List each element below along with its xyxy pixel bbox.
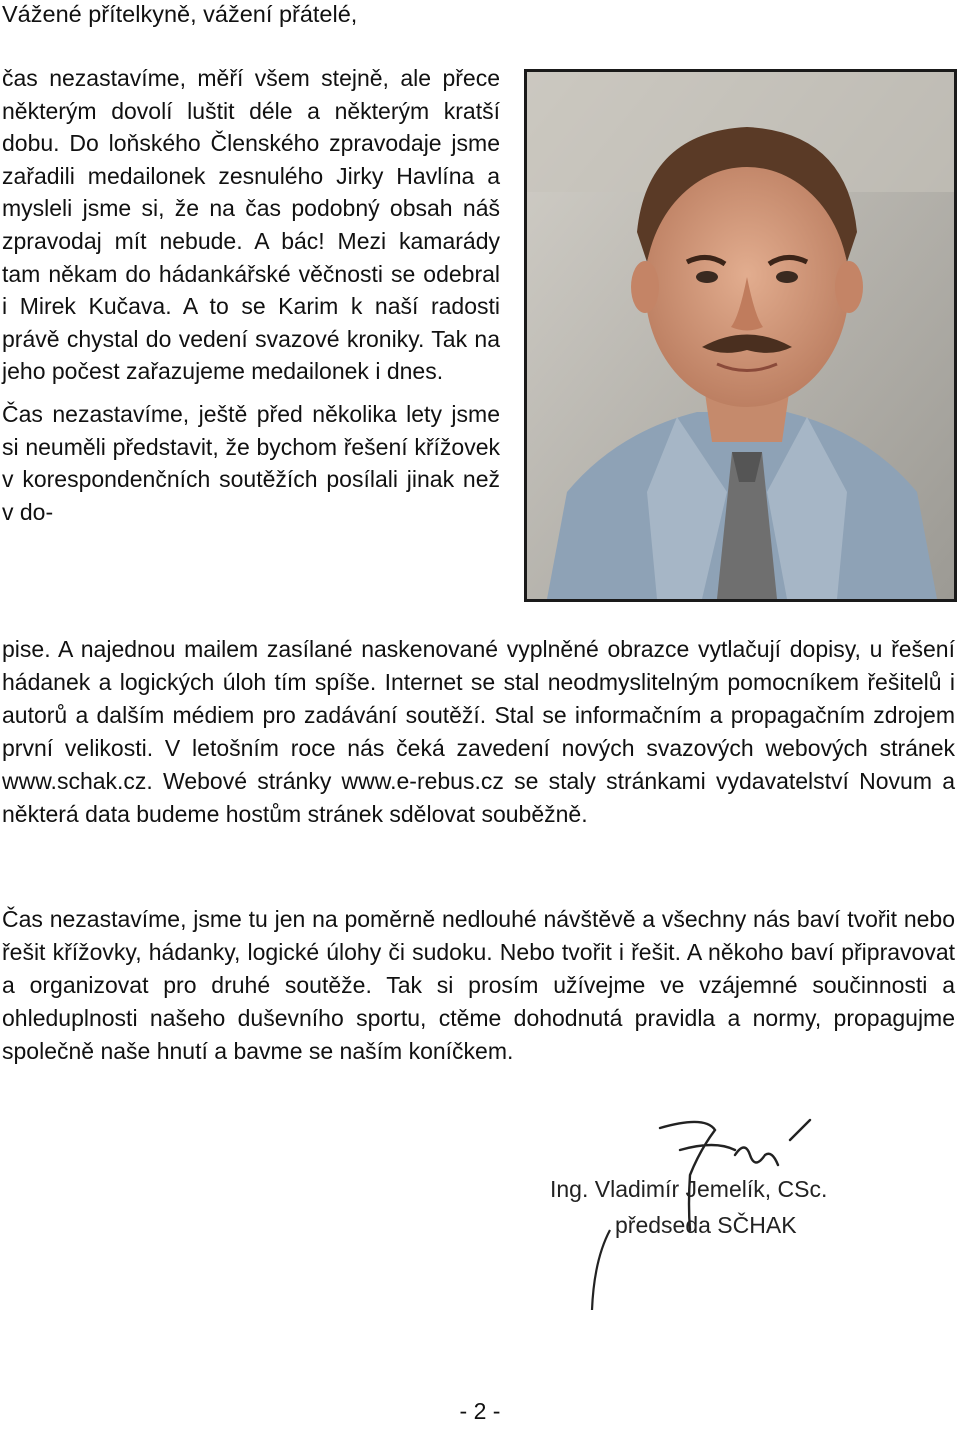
paragraph-time-start: Čas nezastavíme, ještě před několika lety jsme si neuměli představit, že bychom řešení křížovek v korespondenčních soutěžích posílali jinak než v do- [2,400,500,525]
intro-column [2,62,500,528]
paragraph-internet: pise. A najednou mailem zasílané naskenované vyplněné obrazce vytlačují dopisy, u řešení hádanek a logických úloh tím spíše. Internet se stal neodmyslitelným pomocníkem řešitelů i autorů a dalším médiem pro zadávání soutěží. Stal se informačním a propagačním zdrojem první velikosti. V letošním roce nás čeká zavedení nových svazových webových stránek www.schak.cz. Webové stránky www.e-rebus.cz se staly stránkami vydavatelství Novum a některá data budeme hostům stránek sdělovat souběžně. [2,636,955,827]
paragraph-closing: Čas nezastavíme, jsme tu jen na poměrně nedlouhé návštěvě a všechny nás baví tvořit nebo řešit křížovky, hádanky, logické úlohy či sudoku. Nebo tvořit i řešit. A někoho baví připravovat a organizovat pro druhé soutěže. Tak si prosím užívejme ve vzájemné součinnosti a ohleduplnosti našeho duševního sportu, ctěme dohodnutá pravidla a normy, propagujme společně naše hnutí a bavme se naším koníčkem. [2,906,955,1064]
signature-role: předseda SČHAK [615,1212,797,1238]
page-number: - 2 - [459,1398,501,1424]
portrait-photo [524,69,957,602]
signature-name: Ing. Vladimír Jemelík, CSc. [550,1176,828,1202]
paragraph-intro: čas nezastavíme, měří všem stejně, ale přece některým dovolí luštit déle a některým kratší dobu. Do loňského Členského zpravodaje jsme zařadili medailonek zesnulého Jirky Havlína a mysleli jsme si, že na čas podobný obsah náš zpravodaj mít nebude. A bác! Mezi kamarády tam někam do hádankářské věčnosti se odebral i Mirek Kučava. A to se Karim k naší radosti právě chystal do vedení svazové kroniky. Tak na jeho počest zařazujeme medailonek i dnes. [2,65,500,385]
greeting: Vážené přítelkyně, vážení přátelé, [2,1,358,27]
portrait-illustration [527,72,954,599]
signature-block [540,1110,920,1320]
